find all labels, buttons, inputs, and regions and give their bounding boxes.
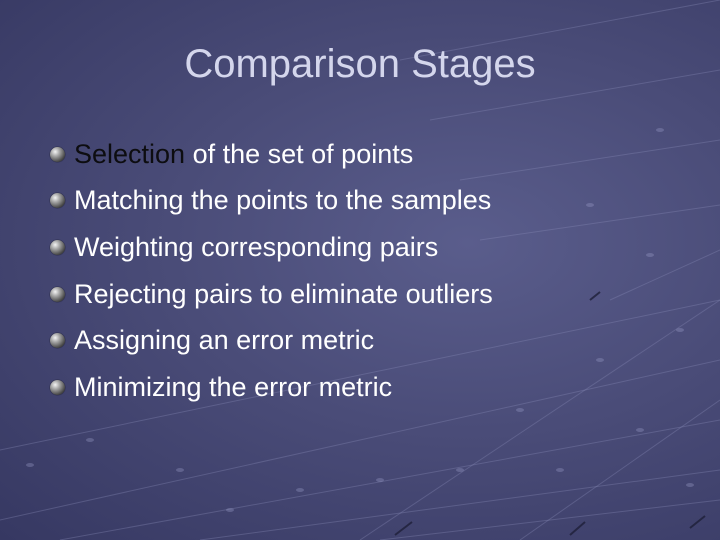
bullet-text: corresponding pairs [193,231,439,262]
bullet-keyword: Assigning [74,325,192,356]
bullet-text: of the set of points [185,138,414,169]
bullet-item-matching [50,178,493,225]
bullet-text: the points to the samples [183,185,492,216]
slide-title: Comparison Stages [184,42,536,86]
bullet-item-minimizing [50,364,493,411]
bullet-keyword: Weighting [74,231,194,262]
sphere-bullet-icon [50,240,65,255]
bullet-text: the error metric [201,371,393,402]
bullet-keyword: Minimizing [74,371,202,402]
bullet-item-selection [50,131,493,178]
bullet-keyword: Rejecting [74,278,187,309]
bullet-keyword: Matching [74,185,184,216]
sphere-bullet-icon [50,193,65,208]
bullet-item-assigning [50,317,493,364]
sphere-bullet-icon [50,380,65,395]
bullet-list [50,131,493,411]
bullet-keyword: Selection [74,138,186,169]
sphere-bullet-icon [50,333,65,348]
bullet-text: an error metric [191,325,375,356]
bullet-item-rejecting [50,271,493,318]
bullet-text: pairs to eliminate outliers [186,278,493,309]
sphere-bullet-icon [50,287,65,302]
bullet-item-weighting [50,224,493,271]
sphere-bullet-icon [50,147,65,162]
